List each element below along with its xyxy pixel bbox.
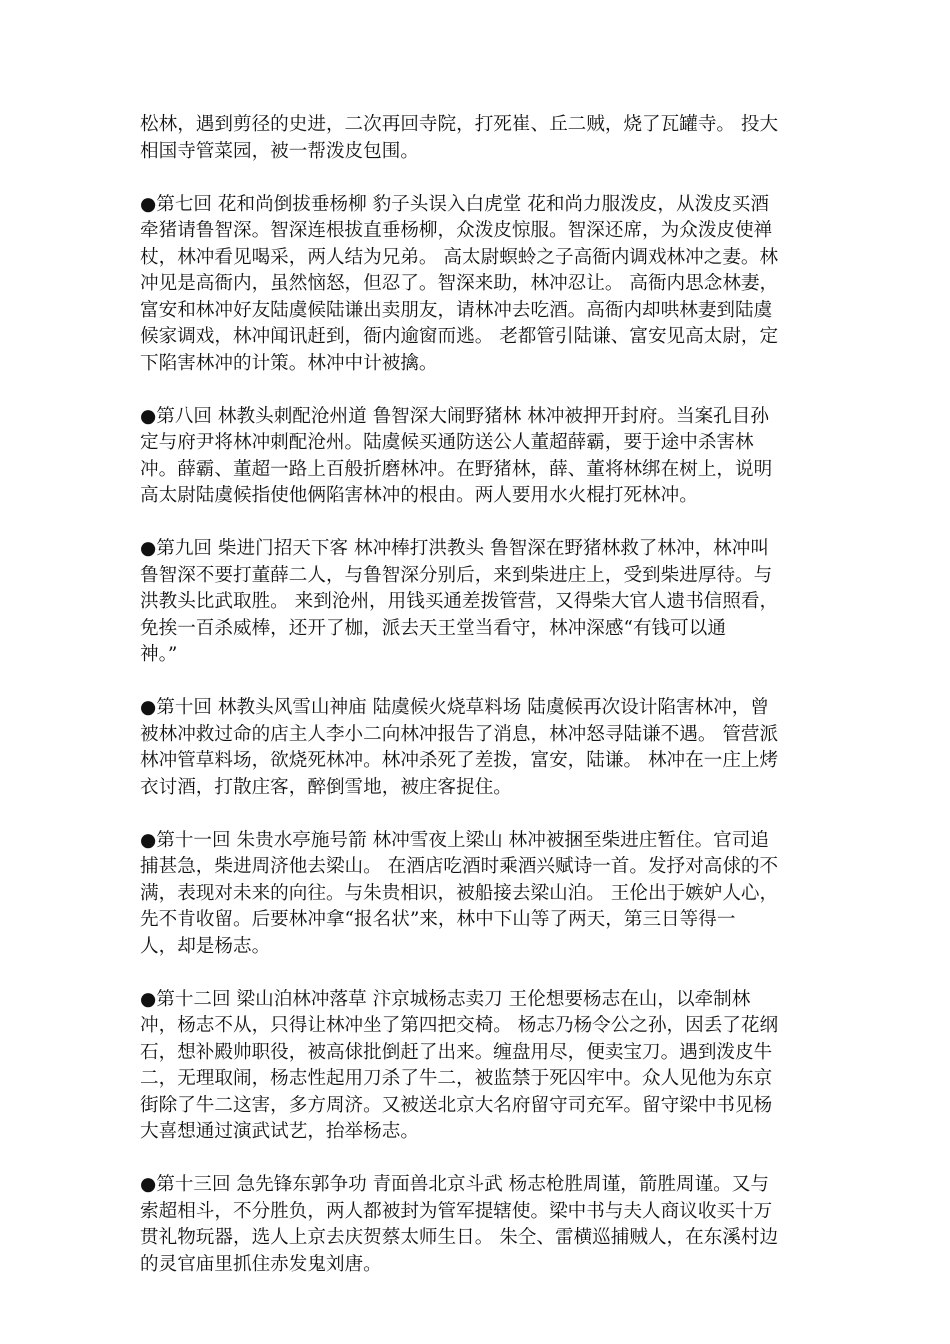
text-line: 大喜想通过演武试艺，抬举杨志。 [140, 1121, 419, 1142]
text-line: ●第十二回 梁山泊林冲落草 汴京城杨志卖刀 王伦想要杨志在山，以牵制林 [140, 988, 751, 1010]
paragraph-continuation [140, 112, 812, 165]
text-line: 冲。薛霸、董超一路上百般折磨林冲。在野猪林，薛、董将林绑在树上，说明 [140, 458, 773, 480]
text-line: 免挨一百杀威棒，还开了枷，派去天王堂当看守，林冲深感“有钱可以通 [140, 617, 726, 639]
text-line: ●第十一回 朱贵水亭施号箭 林冲雪夜上梁山 林冲被捆至柴进庄暂住。官司追 [140, 829, 769, 851]
text-line: 街除了牛二这害，多方周济。又被送北京大名府留守司充军。留守梁中书见杨 [140, 1094, 773, 1116]
text-line: 洪教头比武取胜。 来到沧州，用钱买通差拨管营，又得柴大官人遗书信照看， [140, 591, 779, 612]
text-line: 被林冲救过命的店主人李小二向林冲报告了消息，林冲怒寻陆谦不遇。 管营派 [140, 723, 779, 745]
paragraph-chapter-8 [140, 404, 812, 510]
text-line: 先不肯收留。后要林冲拿“报名状”来，林中下山等了两天，第三日等得一 [140, 909, 736, 930]
document-body [140, 112, 812, 1305]
text-line: 满，表现对未来的向往。与朱贵相识，被船接去梁山泊。 王伦出于嫉妒人心， [140, 882, 779, 904]
text-line: 贯礼物玩器，选人上京去庆贺蔡太师生日。 朱仝、雷横巡捕贼人，在东溪村边 [140, 1227, 779, 1248]
paragraph-chapter-10 [140, 695, 812, 801]
text-line: ●第十三回 急先锋东郭争功 青面兽北京斗武 杨志枪胜周谨，箭胜周谨。又与 [140, 1174, 769, 1195]
text-line: 的灵官庙里抓住赤发鬼刘唐。 [140, 1253, 382, 1275]
text-line: 鲁智深不要打董薛二人，与鲁智深分别后，来到柴进庄上，受到柴进厚待。与 [140, 564, 773, 586]
paragraph-chapter-7 [140, 192, 812, 378]
text-line: 松林，遇到剪径的史进，二次再回寺院，打死崔、丘二贼，烧了瓦罐寺。 投大 [140, 114, 779, 135]
text-line: 杖，林冲看见喝采，两人结为兄弟。 高太尉螟蛉之子高衙内调戏林冲之妻。林 [140, 246, 779, 268]
text-line: 衣讨酒，打散庄客，醉倒雪地，被庄客捉住。 [140, 776, 512, 798]
text-line: 牵猪请鲁智深。智深连根拔直垂杨柳，众泼皮惊服。智深还席，为众泼皮使禅 [140, 220, 773, 241]
text-line: 下陷害林冲的计策。林冲中计被擒。 [140, 352, 438, 374]
text-line: 相国寺管菜园，被一帮泼皮包围。 [140, 140, 419, 162]
text-line: 定与府尹将林冲刺配沧州。陆虞候买通防送公人董超薛霸，要于途中杀害林 [140, 432, 754, 453]
text-line: 人，却是杨志。 [140, 935, 271, 957]
text-line: 冲见是高衙内，虽然恼怒，但忍了。智深来助，林冲忍让。 高衙内思念林妻， [140, 273, 779, 294]
text-line: 索超相斗，不分胜负，两人都被封为管军提辖使。梁中书与夫人商议收买十万 [140, 1200, 773, 1222]
text-line: 富安和林冲好友陆虞候陆谦出卖朋友，请林冲去吃酒。高衙内却哄林妻到陆虞 [140, 299, 773, 321]
paragraph-chapter-12 [140, 987, 812, 1146]
text-line: 石，想补殿帅职役，被高俅批倒赶了出来。缠盘用尽，便卖宝刀。遇到泼皮牛 [140, 1041, 773, 1063]
text-line: 二，无理取闹，杨志性起用刀杀了牛二，被监禁于死囚牢中。众人见他为东京 [140, 1068, 773, 1089]
text-line: 高太尉陆虞候指使他俩陷害林冲的根由。两人要用水火棍打死林冲。 [140, 485, 698, 506]
text-line: ●第九回 柴进门招天下客 林冲棒打洪教头 鲁智深在野猪林救了林冲，林冲叫 [140, 538, 769, 559]
paragraph-chapter-11 [140, 828, 812, 961]
text-line: 冲，杨志不从，只得让林冲坐了第四把交椅。 杨志乃杨令公之孙，因丢了花纲 [140, 1015, 779, 1036]
paragraph-chapter-9 [140, 536, 812, 669]
text-line: 林冲管草料场，欲烧死林冲。林冲杀死了差拨，富安，陆谦。 林冲在一庄上烤 [140, 750, 779, 771]
text-line: ●第十回 林教头风雪山神庙 陆虞候火烧草料场 陆虞候再次设计陷害林冲，曾 [140, 697, 769, 718]
text-line: 候家调戏，林冲闻讯赶到，衙内逾窗而逃。 老都管引陆谦、富安见高太尉，定 [140, 326, 779, 347]
text-line: 捕甚急，柴进周济他去梁山。 在酒店吃酒时乘酒兴赋诗一首。发抒对高俅的不 [140, 856, 779, 877]
text-line: 神。” [140, 644, 178, 665]
text-line: ●第七回 花和尚倒拔垂杨柳 豹子头误入白虎堂 花和尚力服泼皮，从泼皮买酒 [140, 193, 769, 215]
paragraph-chapter-13 [140, 1172, 812, 1278]
text-line: ●第八回 林教头刺配沧州道 鲁智深大闹野猪林 林冲被押开封府。当案孔目孙 [140, 405, 769, 427]
